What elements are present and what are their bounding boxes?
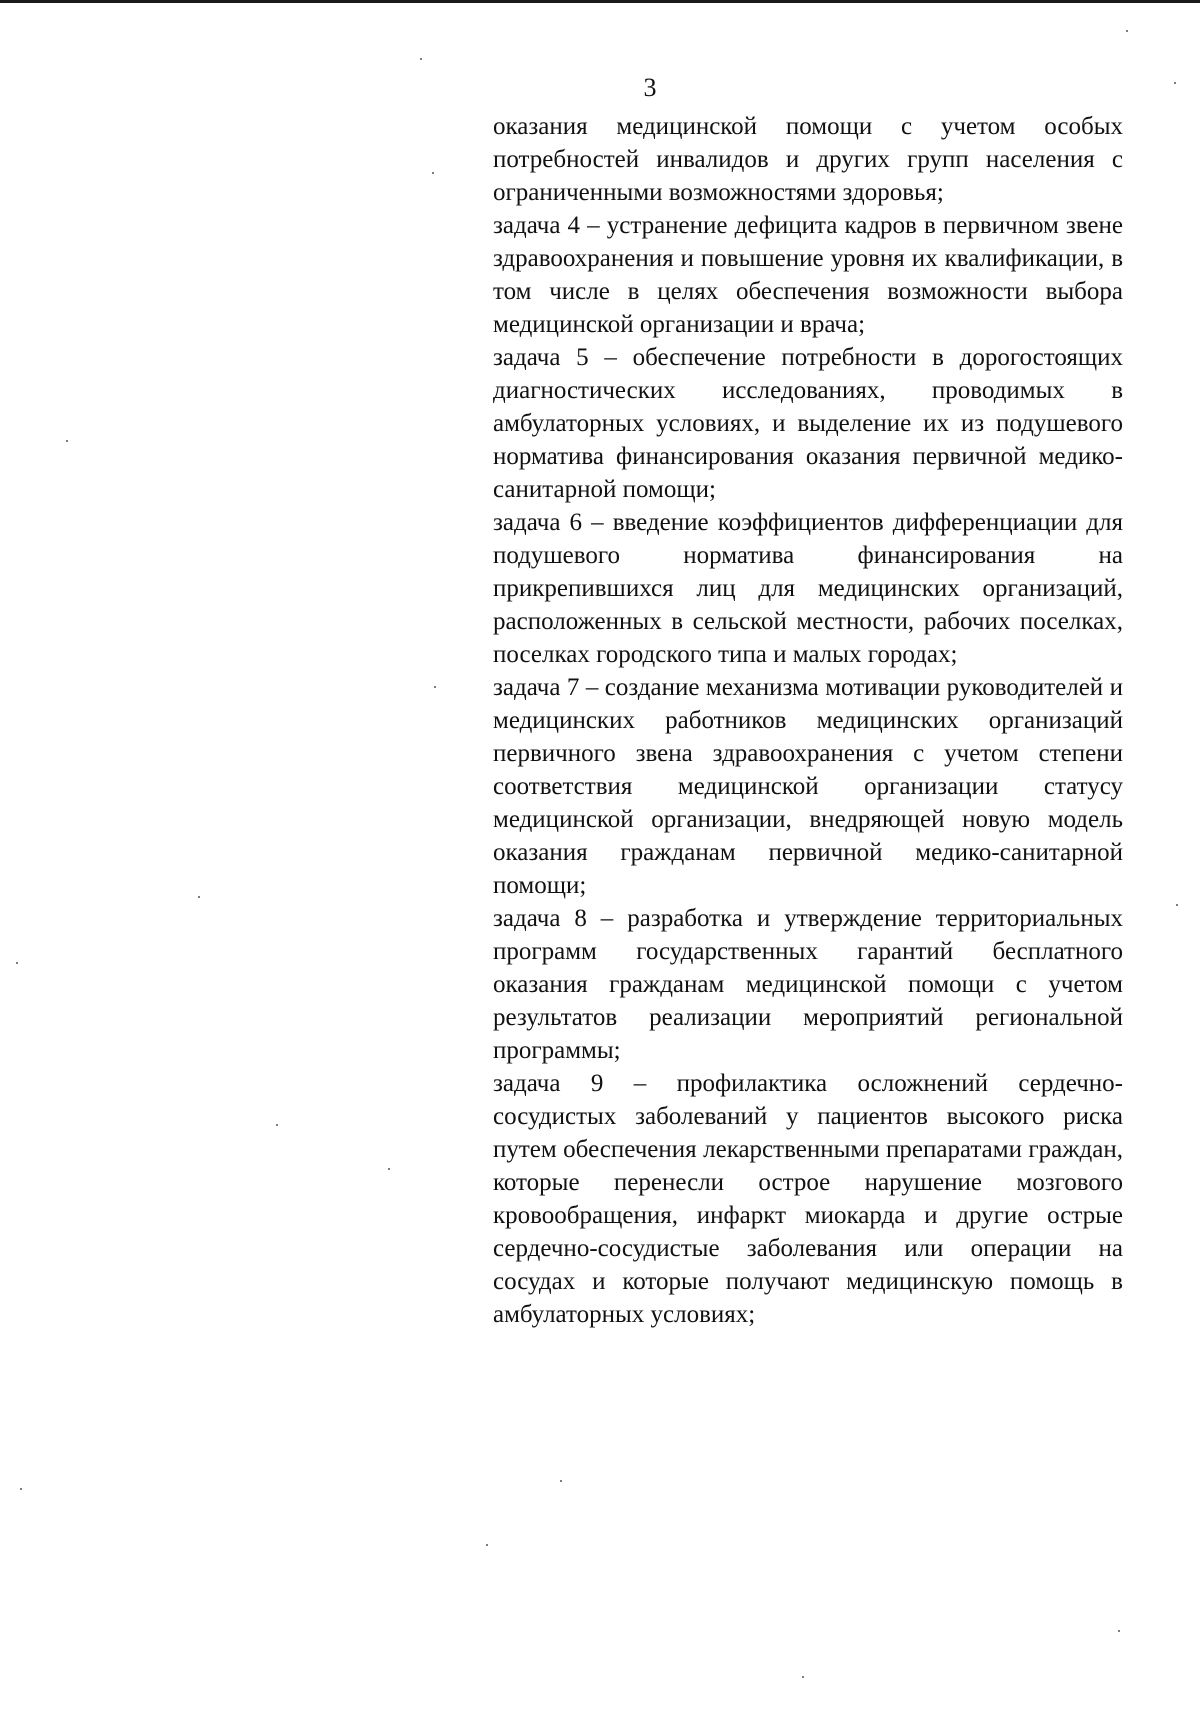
paragraph-task-7: задача 7 – создание механизма мотивации руководителей и медицинских работников медицинских организаций первичного звена здравоохранения с учетом степени соответствия медицинской организации статусу медицинской организации, внедряющей новую модель оказания гражданам первичной медико-санитарной помощи;	[493, 674, 1123, 899]
scan-speck	[420, 58, 422, 60]
scan-speck	[1176, 904, 1178, 906]
scan-speck	[198, 896, 200, 898]
scan-speck	[276, 1124, 278, 1126]
document-body	[493, 110, 1123, 1331]
paragraph-task-4: задача 4 – устранение дефицита кадров в первичном звене здравоохранения и повышение уровня их квалификации, в том числе в целях обеспечения возможности выбора медицинской организации и врача;	[493, 212, 1123, 338]
page-number: 3	[643, 73, 657, 102]
paragraph-task-6: задача 6 – введение коэффициентов дифференциации для подушевого норматива финансирования на прикрепившихся лиц для медицинских организаций, расположенных в сельской местности, рабочих поселках, поселках городского типа и малых городах;	[493, 509, 1123, 668]
paragraph-continuation: оказания медицинской помощи с учетом особых потребностей инвалидов и других групп населения с ограниченными возможностями здоровья;	[493, 113, 1123, 206]
scan-speck	[432, 172, 434, 174]
paragraph-task-9: задача 9 – профилактика осложнений сердечно-сосудистых заболеваний у пациентов высокого риска путем обеспечения лекарственными препаратами граждан, которые перенесли острое нарушение мозгового кровообращения, инфаркт миокарда и другие острые сердечно-сосудистые заболевания или операции на сосудах и которые получают медицинскую помощь в амбулаторных условиях;	[493, 1070, 1123, 1328]
scan-speck	[16, 962, 18, 964]
scan-speck	[20, 1488, 22, 1490]
scan-speck	[434, 686, 436, 688]
paragraph-task-5: задача 5 – обеспечение потребности в дорогостоящих диагностических исследованиях, проводимых в амбулаторных условиях, и выделение их из подушевого норматива финансирования оказания первичной медико-санитарной помощи;	[493, 344, 1123, 503]
scan-speck	[1126, 30, 1128, 32]
scan-speck	[486, 1544, 488, 1546]
scan-speck	[1174, 82, 1176, 84]
scan-top-border	[0, 0, 1200, 3]
scan-speck	[1118, 1630, 1120, 1632]
scan-speck	[66, 440, 68, 442]
scan-speck	[560, 1480, 562, 1482]
scan-speck	[388, 1168, 390, 1170]
paragraph-task-8: задача 8 – разработка и утверждение территориальных программ государственных гарантий бесплатного оказания гражданам медицинской помощи с учетом результатов реализации мероприятий региональной программы;	[493, 905, 1123, 1064]
scan-speck	[802, 1676, 804, 1678]
